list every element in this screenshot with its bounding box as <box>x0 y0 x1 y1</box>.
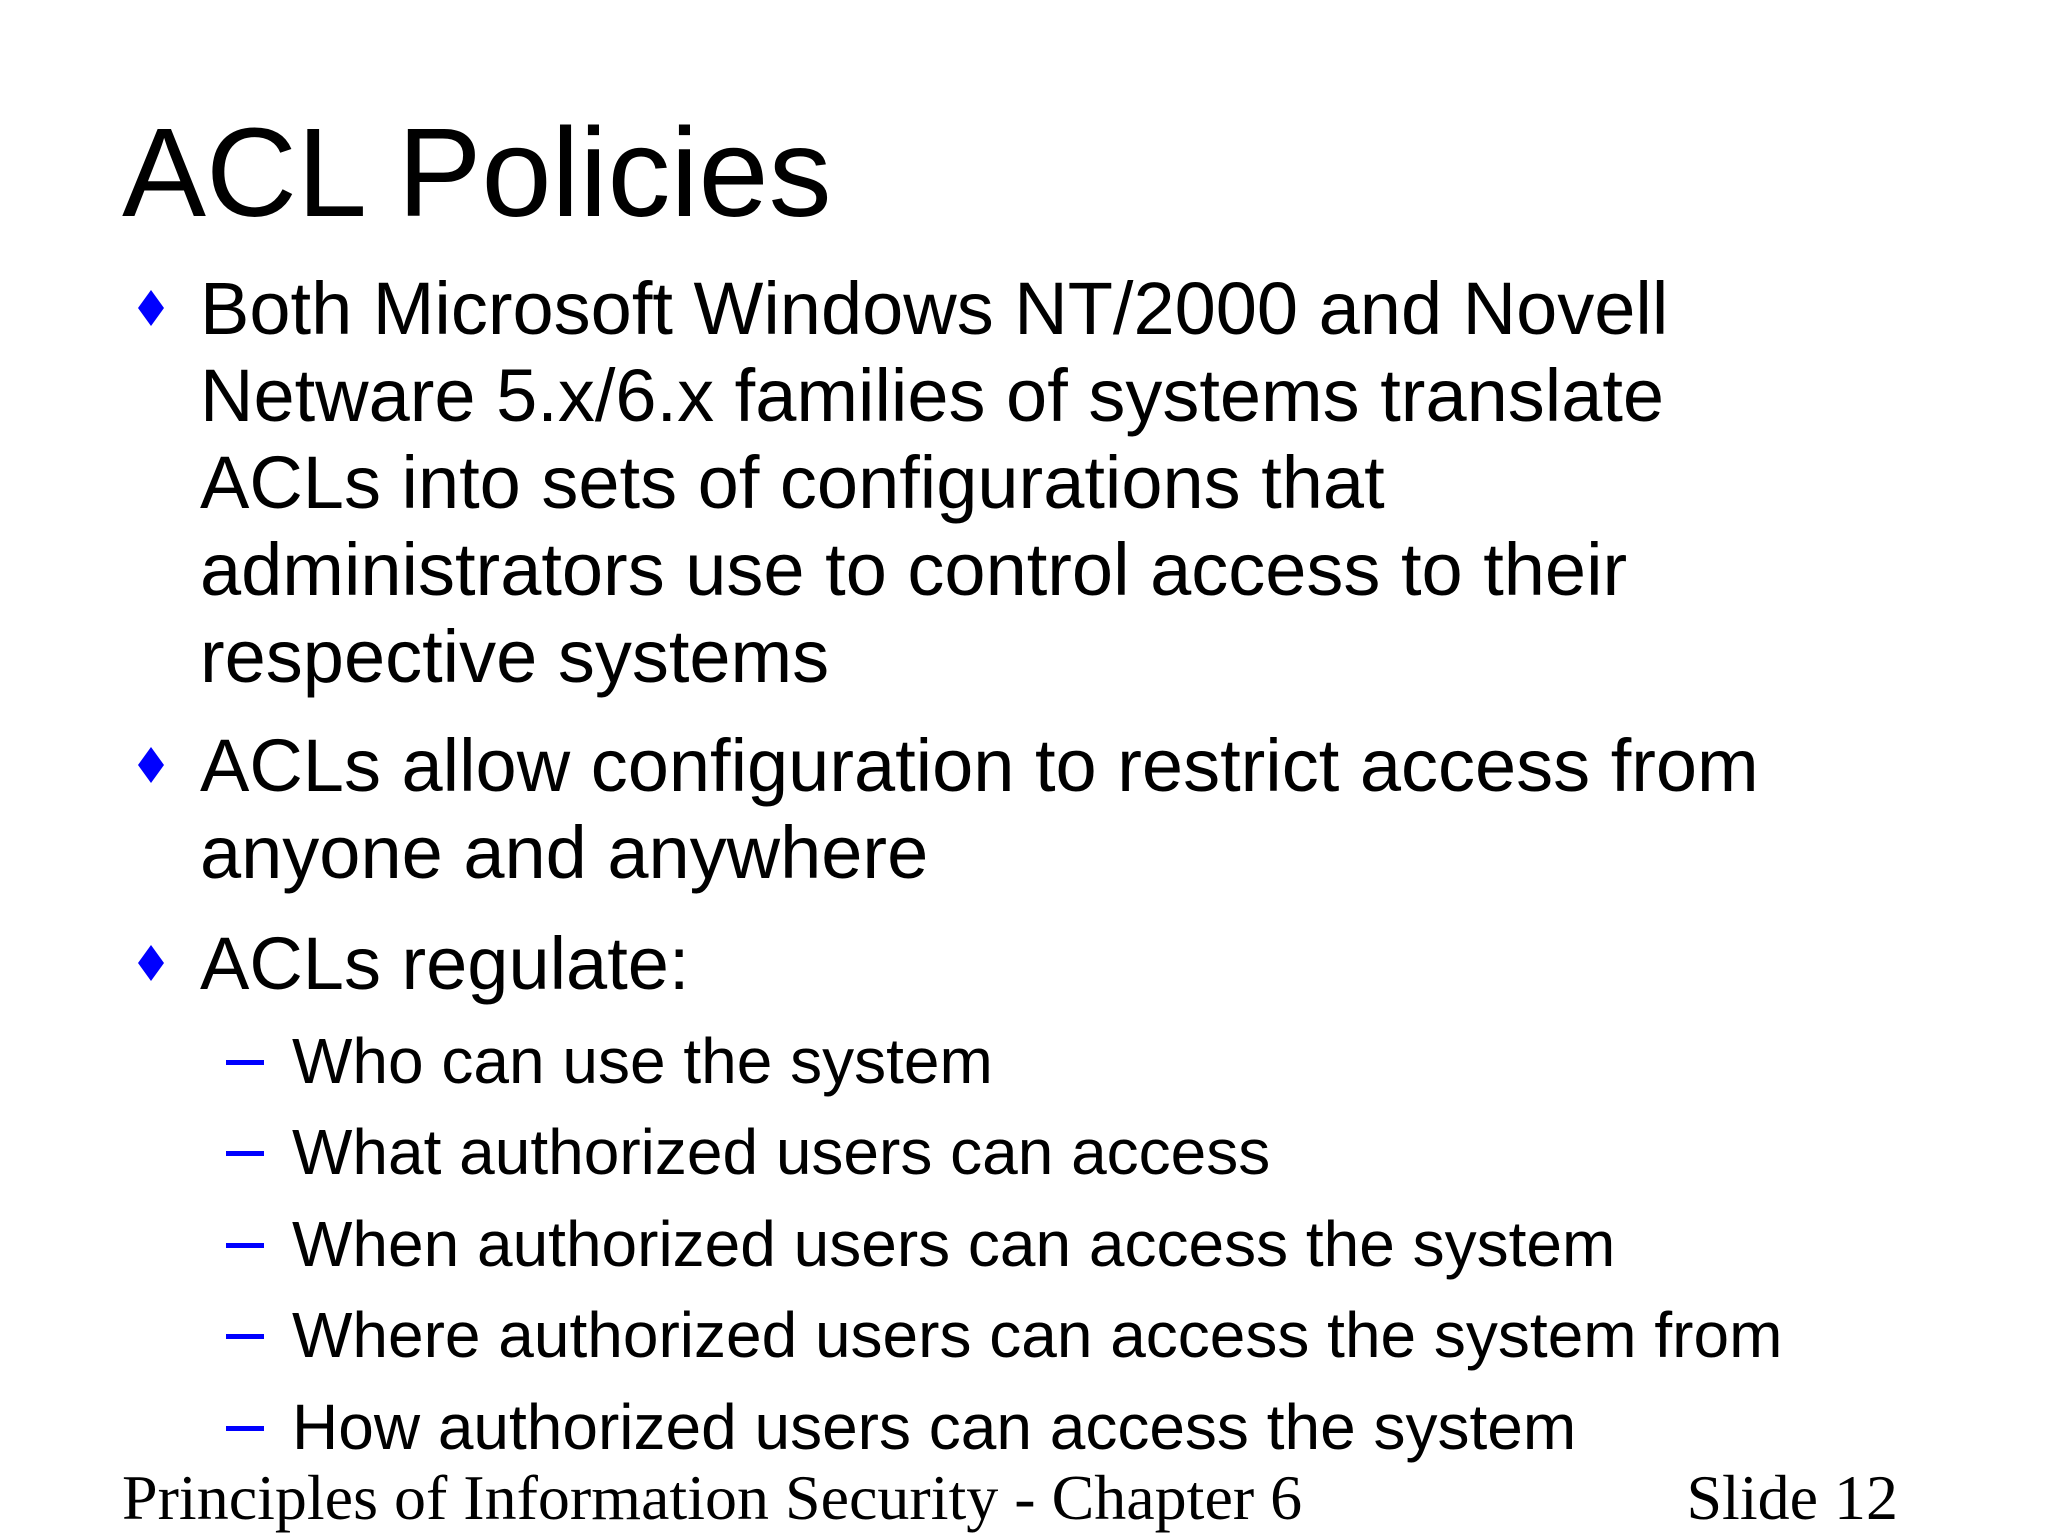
bullet-line: ACLs regulate: <box>200 922 690 1005</box>
sub-bullet-item: What authorized users can access <box>292 1116 1271 1188</box>
dash-bullet-icon <box>226 1151 264 1156</box>
bullet-item <box>200 920 1920 1007</box>
bullet-line: ACLs into sets of configurations that <box>200 441 1385 524</box>
dash-bullet-icon <box>226 1060 264 1065</box>
diamond-bullet-icon <box>136 745 166 785</box>
sub-bullet-item: When authorized users can access the system <box>292 1208 1616 1280</box>
dash-bullet-icon <box>226 1243 264 1248</box>
footer-course-title: Principles of Information Security - Chapter 6 <box>122 1462 1303 1533</box>
bullet-line: ACLs allow configuration to restrict access from <box>200 724 1759 807</box>
bullet-line: Both Microsoft Windows NT/2000 and Novell <box>200 267 1669 350</box>
bullet-line: respective systems <box>200 615 830 698</box>
bullet-line: Netware 5.x/6.x families of systems translate <box>200 354 1665 437</box>
diamond-bullet-icon <box>136 288 166 328</box>
dash-bullet-icon <box>226 1426 264 1431</box>
sub-bullet-item: How authorized users can access the system <box>292 1391 1577 1463</box>
diamond-bullet-icon <box>136 943 166 983</box>
slide-title: ACL Policies <box>122 102 832 243</box>
bullet-item <box>200 265 1920 700</box>
dash-bullet-icon <box>226 1334 264 1339</box>
bullet-line: anyone and anywhere <box>200 811 929 894</box>
bullet-item <box>200 722 1920 896</box>
footer-slide-number: Slide 12 <box>1686 1462 1898 1533</box>
sub-bullet-item: Who can use the system <box>292 1025 993 1097</box>
bullet-line: administrators use to control access to their <box>200 528 1628 611</box>
sub-bullet-item: Where authorized users can access the system from <box>292 1299 1783 1371</box>
